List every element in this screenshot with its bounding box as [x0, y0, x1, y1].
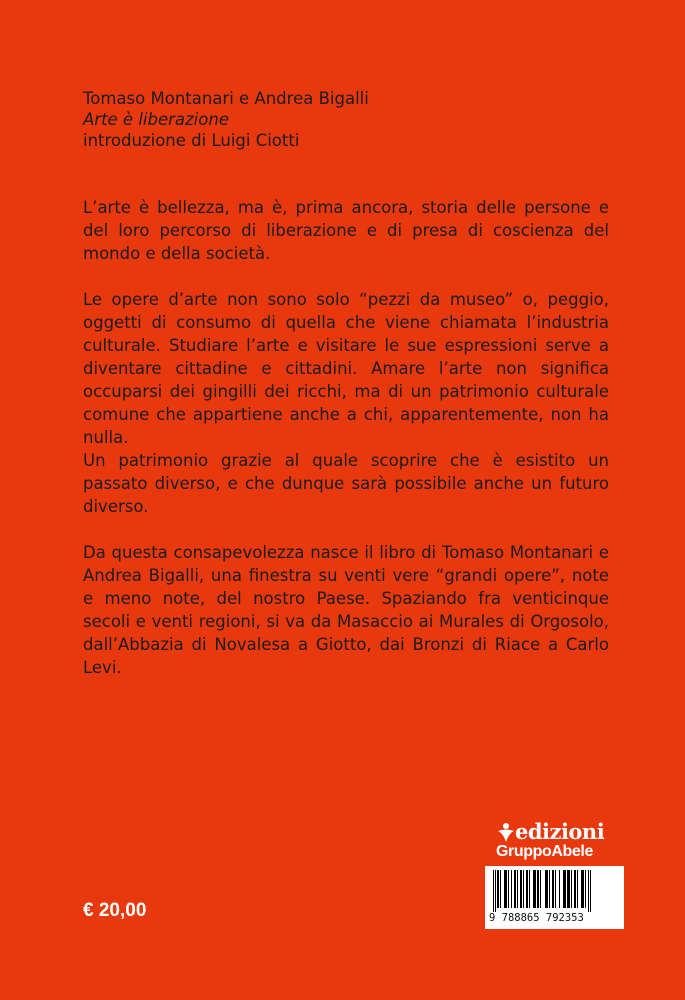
authors: Tomaso Montanari e Andrea Bigalli — [83, 89, 369, 108]
barcode — [485, 866, 624, 929]
blurb-paragraph-3: Un patrimonio grazie al quale scoprire che è esistito un passato diverso, e che dunque sarà possibile anche un futuro diverso. — [83, 451, 609, 516]
blurb-paragraph-2: Le opere d’arte non sono solo “pezzi da museo” o, peggio, oggetti di consumo di quella che viene chiamata l’industria culturale. Studiare l’arte e visitare le sue espressioni serve a diventare cittadine e cittadini. Amare l’arte non significa occuparsi dei gingilli dei ricchi, ma di un patrimonio culturale comune che appartiene anche a chi, apparentemente, non ha nulla. — [83, 290, 609, 447]
blurb-paragraph-1: L’arte è bellezza, ma è, prima ancora, storia delle persone e del loro percorso di liberazione e di presa di coscienza del mondo e della società. — [83, 198, 609, 263]
publisher-group: GruppoAbele — [496, 843, 593, 860]
book-credits — [83, 88, 369, 151]
barcode-number: 9 788865 792353 — [489, 912, 584, 924]
book-title: Arte è liberazione — [83, 110, 229, 129]
publisher-logo-icon — [496, 822, 516, 844]
barcode-bars — [491, 870, 618, 912]
price: € 20,00 — [83, 900, 147, 921]
publisher-logo — [496, 819, 626, 866]
blurb — [83, 196, 609, 679]
introduction-credit: introduzione di Luigi Ciotti — [83, 131, 300, 150]
publisher-name: edizioni — [515, 819, 605, 844]
blurb-paragraph-4: Da questa consapevolezza nasce il libro di Tomaso Montanari e Andrea Bigalli, una finestra su venti vere “grandi opere”, note e meno note, del nostro Paese. Spaziando fra venticinque secoli e venti regioni, si va da Masaccio ai Murales di Orgosolo, dall’Abbazia di Novalesa a Giotto, dai Bronzi di Riace a Carlo Levi. — [83, 543, 609, 677]
